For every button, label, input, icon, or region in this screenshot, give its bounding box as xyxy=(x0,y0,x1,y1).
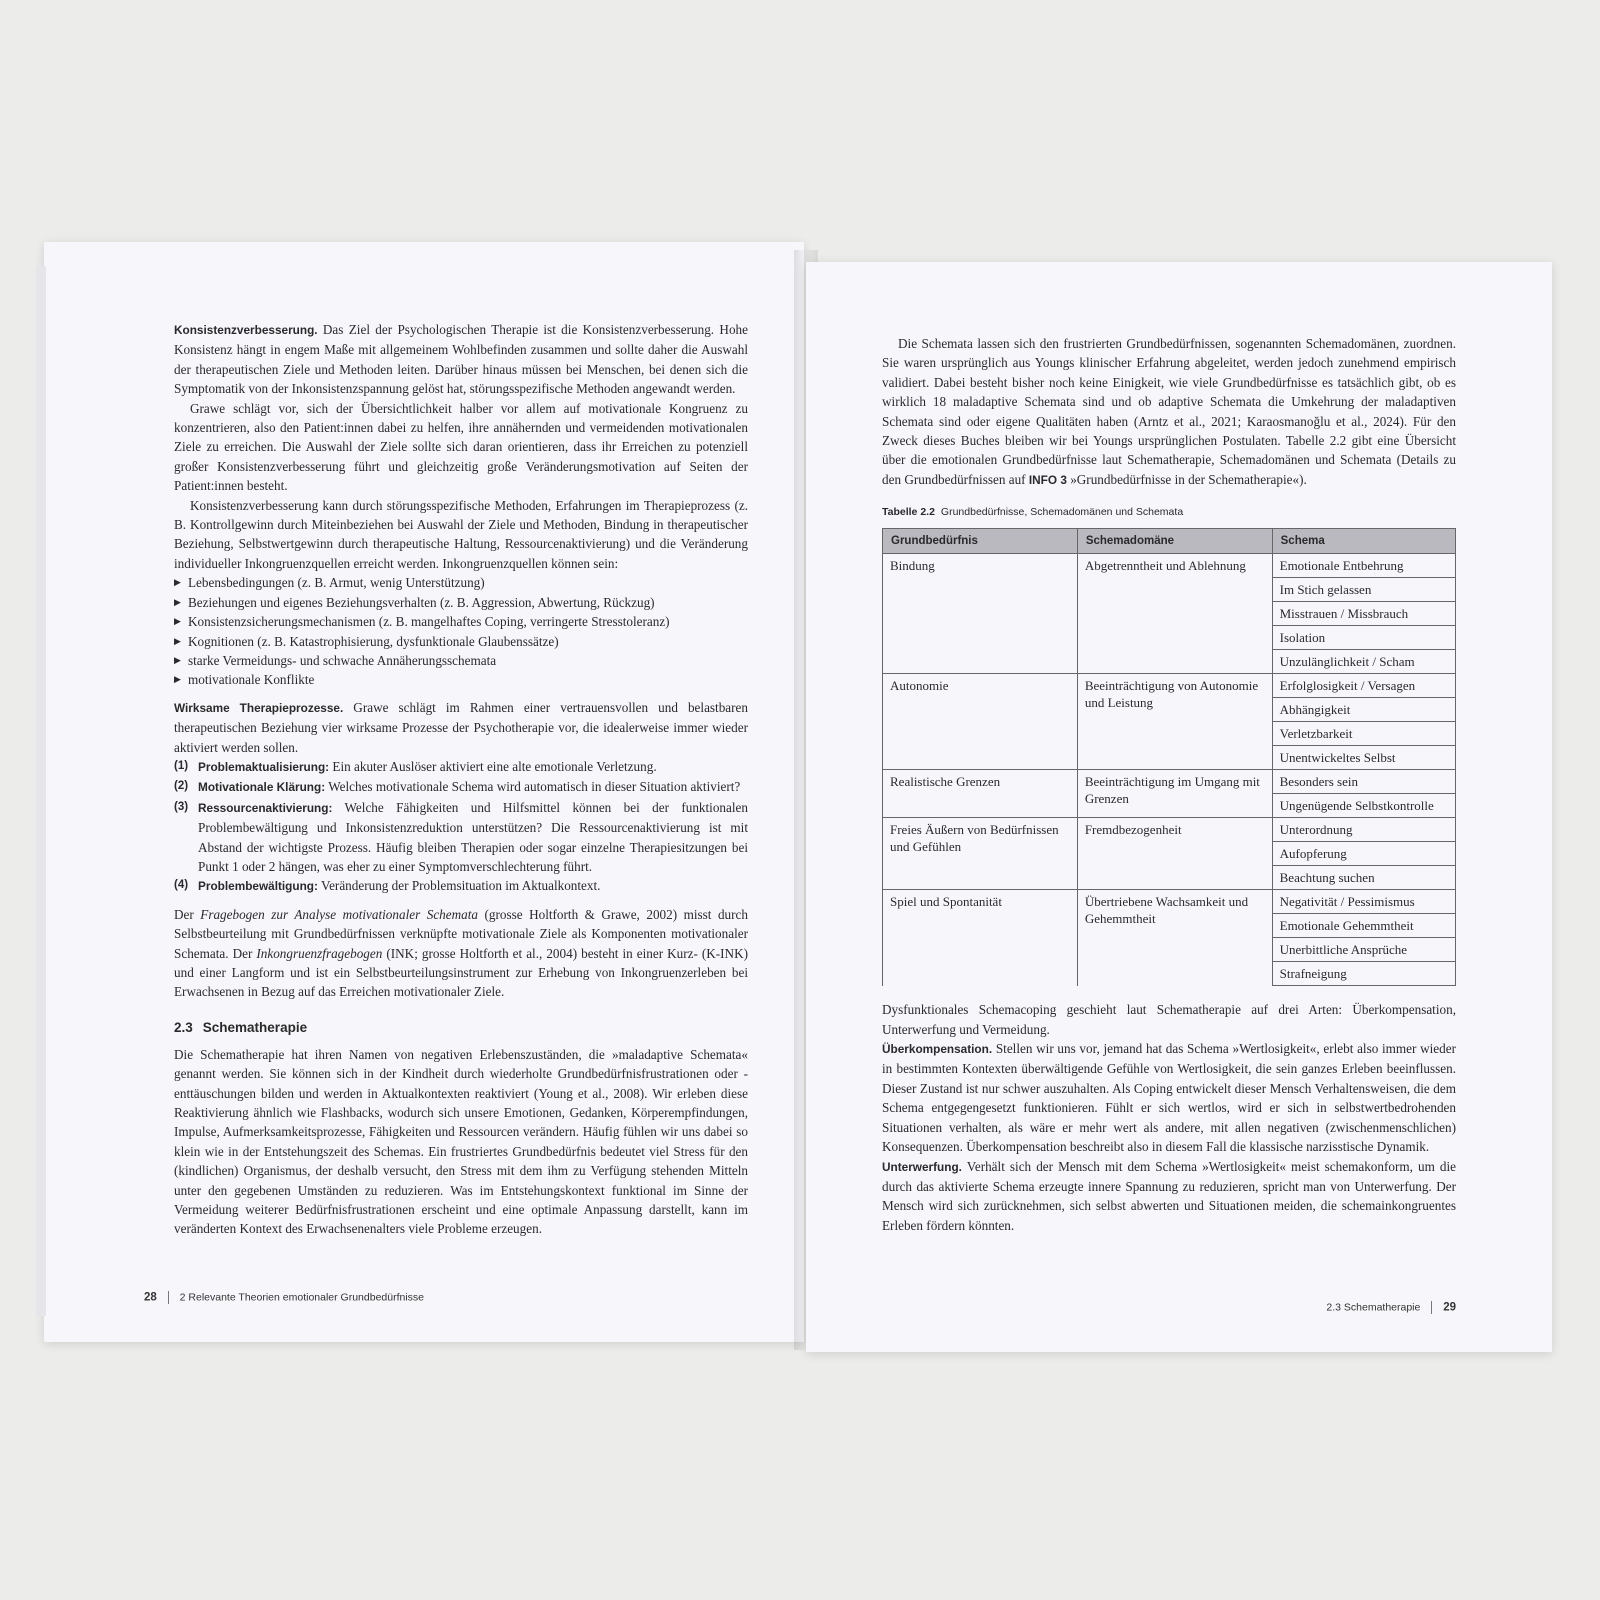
paragraph-unterwerfung: Unterwerfung. Verhält sich der Mensch mit dem Schema »Wertlosigkeit« meist schemakonform, um die durch das aktivierte Schema erzeugte innere Spannung zu reduzieren, spricht man von Unterwerfung. Der Mensch wird sich zurücknehmen, sich selbst abwerten und Situationen meiden, die schemainkongruentes Erleben fördern könnten. xyxy=(882,1158,1456,1233)
process-item: (2) Motivationale Klärung: Welches motivationale Schema wird automatisch in dieser Situation aktiviert? xyxy=(174,779,741,795)
schema-cell: Misstrauen / Missbrauch xyxy=(1272,602,1455,626)
list-item: ▶ Kognitionen (z. B. Katastrophisierung, dysfunktionale Glaubenssätze) xyxy=(174,632,748,651)
running-head: 2.3 Schematherapie xyxy=(1326,1301,1421,1314)
running-head: 2 Relevante Theorien emotionaler Grundbedürfnisse xyxy=(179,1291,425,1304)
process-item: (4) Problembewältigung: Veränderung der Problemsituation im Aktualkontext. xyxy=(174,878,601,894)
schema-cell: Aufopferung xyxy=(1272,842,1455,866)
run-in-heading: Überkompensation. xyxy=(882,1042,993,1057)
schema-cell: Besonders sein xyxy=(1272,770,1455,794)
list-item: ▶ starke Vermeidungs- und schwache Annäherungsschemata xyxy=(174,651,748,670)
list-item: ▶ Lebensbedingungen (z. B. Armut, wenig Unterstützung) xyxy=(174,573,748,592)
schema-cell: Verletzbarkeit xyxy=(1272,722,1455,746)
process-list xyxy=(174,757,748,897)
domain-cell: Übertriebene Wachsamkeit und Gehemmtheit xyxy=(1077,890,1272,986)
list-item: ▶ Konsistenzsicherungsmechanismen (z. B. mangelhaftes Coping, verringerte Stresstoleranz) xyxy=(174,612,748,631)
schema-cell: Strafneigung xyxy=(1272,962,1455,986)
table-row xyxy=(883,674,1456,698)
table-row xyxy=(883,554,1456,578)
paragraph-schematherapie: Die Schematherapie hat ihren Namen von negativen Erlebenszuständen, die »maladaptive Schemata« genannt werden. Sie können sich in der Kindheit durch wiederholte Grundbedürfnisfrustrationen oder -enttäuschungen bilden und werden in Aktualkontexten reaktiviert (Young et al., 2008). Wir erleben diese Reaktivierung ähnlich wie Flashbacks, wodurch sich unsere Emotionen, Gedanken, Körperempfindungen, Impulse, Aufmerksamkeitsprozesse, Fähigkeiten und Ressourcen verändern. Häufig fühlen wir uns dabei so klein wie in der Entstehungszeit des Schemas. Ein frustriertes Grundbedürfnis bedeutet viel Stress für den (kindlichen) Organismus, der deshalb versucht, den Stress mit dem ihm zu Verfügung stehenden Mitteln unter den gegebenen Umständen zu reduzieren. Was im Entstehungskontext funktional im Sinne der Vermeidung weiterer Bedürfnisfrustrationen erscheint und eine optimale Anpassung darstellt, kann im veränderten Kontext des Erwachsenenalters viele Probleme erzeugen. xyxy=(174,1046,748,1237)
left-page xyxy=(44,242,804,1342)
schema-cell: Abhängigkeit xyxy=(1272,698,1455,722)
column-header: Schema xyxy=(1272,529,1455,554)
schema-cell: Erfolglosigkeit / Versagen xyxy=(1272,674,1455,698)
paragraph-wirksame-prozesse: Wirksame Therapieprozesse. Grawe schlägt im Rahmen einer vertrauensvollen und belastbaren therapeutischen Beziehung vier wirksame Prozesse der Psychotherapie vor, die idealerweise immer wieder aktiviert werden sollen. xyxy=(174,699,748,755)
paragraph-schemacoping: Dysfunktionales Schemacoping geschieht laut Schematherapie auf drei Arten: Überkompensation, Unterwerfung und Vermeidung. xyxy=(882,1002,1456,1037)
schema-cell: Beachtung suchen xyxy=(1272,866,1455,890)
need-cell: Freies Äußern von Bedürfnissen und Gefühlen xyxy=(883,818,1078,890)
need-cell: Realistische Grenzen xyxy=(883,770,1078,818)
paragraph-konsistenzverbesserung: Konsistenzverbesserung. Das Ziel der Psychologischen Therapie ist die Konsistenzverbesserung. Hohe Konsistenz hängt in engem Maße mit allgemeinem Wohlbefinden zusammen und sollte daher die Auswahl der therapeutischen Ziele und Methoden leiten. Darüber hinaus müssen bei Menschen, bei denen sich die Symptomatik von der Inkonsistenzspannung gelöst hat, störungsspezifische Methoden angewandt werden. xyxy=(174,322,748,397)
page-footer-left xyxy=(144,1291,424,1304)
page-number: 28 xyxy=(144,1291,157,1304)
domain-cell: Fremdbezogenheit xyxy=(1077,818,1272,890)
need-cell: Autonomie xyxy=(883,674,1078,770)
info-reference: INFO 3 xyxy=(1028,472,1067,487)
inkongruenzquellen-list xyxy=(174,573,748,689)
paragraph-konsistenz-methoden: Konsistenzverbesserung kann durch störungsspezifische Methoden, Erfahrungen im Therapieprozess (z. B. Kontrollgewinn durch Miteinbeziehen bei Auswahl der Ziele und Methoden, Bindung in therapeutischer Beziehung, Selbstwertgewinn durch therapeutische Haltung, Ressourcenaktivierung) und die Veränderung individueller Inkongruenzquellen erreicht werden. Inkongruenzquellen können sein: xyxy=(174,497,748,571)
schema-cell: Isolation xyxy=(1272,626,1455,650)
schema-cell: Im Stich gelassen xyxy=(1272,578,1455,602)
run-in-heading: Unterwerfung. xyxy=(882,1159,962,1174)
right-page xyxy=(806,262,1552,1352)
need-cell: Bindung xyxy=(883,554,1078,674)
run-in-heading: Konsistenzverbesserung. xyxy=(174,323,318,337)
schema-cell: Negativität / Pessimismus xyxy=(1272,890,1455,914)
paragraph-schemata-zuordnung: Die Schemata lassen sich den frustrierten Grundbedürfnissen, sogenannten Schemadomänen, zuordnen. Sie waren ursprünglich aus Youngs klinischer Erfahrung abgeleitet, werden jedoch zunehmend empirisch validiert. Dabei besteht bisher noch keine Einigkeit, wie viele Grundbedürfnisse es tatsächlich gibt, ob es wirklich 18 maladaptive Schemata sind und ob adaptive Schemata die Umkehrung der maladaptiven Schemata sind oder eigene Qualitäten haben (Arntz et al., 2021; Karaosmanoğlu et al., 2024). Für den Zweck dieses Buches bleiben wir bei Youngs ursprünglichen Postulaten. Tabelle 2.2 gibt eine Übersicht über die emotionalen Grundbedürfnisse laut Schematherapie, Schemadomänen und Schemata (Details zu den Grundbedürfnissen auf INFO 3 »Grundbedürfnisse in der Schematherapie«). xyxy=(882,336,1456,487)
page-number: 29 xyxy=(1443,1301,1456,1314)
schema-cell: Ungenügende Selbstkontrolle xyxy=(1272,794,1455,818)
domain-cell: Beeinträchtigung von Autonomie und Leistung xyxy=(1077,674,1272,770)
paragraph-fragebogen: Der Fragebogen zur Analyse motivationaler Schemata (grosse Holtforth & Grawe, 2002) misst durch Selbstbeurteilung mit Grundbedürfnissen verknüpfte motivationale Ziele als Komponenten motivationaler Schemata. Der Inkongruenzfragebogen (INK; grosse Holtforth et al., 2004) besteht in einer Kurz- (K-INK) und einer Langform und ist ein Selbstbeurteilungsinstrument zur Erhebung von Inkongruenzerleben bei Erwachsenen in Bezug auf das Erreichen motivationaler Ziele. xyxy=(174,906,749,1000)
list-item: ▶ Beziehungen und eigenes Beziehungsverhalten (z. B. Aggression, Abwertung, Rückzug) xyxy=(174,593,748,612)
schema-cell: Unerbittliche Ansprüche xyxy=(1272,938,1455,962)
schema-cell: Unzulänglichkeit / Scham xyxy=(1272,650,1455,674)
need-cell: Spiel und Spontanität xyxy=(883,890,1078,986)
paragraph-ueberkompensation: Überkompensation. Stellen wir uns vor, jemand hat das Schema »Wertlosigkeit«, erlebt also immer wieder in bestimmten Kontexten überwältigende Gefühle von Wertlosigkeit, die sein ganzes Erleben beeinflussen. Dieser Zustand ist nur schwer auszuhalten. Als Coping entwickelt dieser Mensch Verhaltensweisen, die dem Schema entgegengesetzt funktionieren. Fühlt er sich wertlos, wird er sich in selbstwertbedrohenden Situationen verhalten, als wäre er mehr wert als andere, mit allen negativen (zwischenmenschlichen) Konsequenzen. Überkompensation beschreibt also in diesem Fall die klassische narzisstische Dynamik. xyxy=(882,1041,1457,1155)
schema-table xyxy=(882,528,1456,986)
section-heading: 2.3 Schematherapie xyxy=(174,1019,308,1035)
schema-cell: Unentwickeltes Selbst xyxy=(1272,746,1455,770)
table-row xyxy=(883,890,1456,914)
domain-cell: Beeinträchtigung im Umgang mit Grenzen xyxy=(1077,770,1272,818)
process-item: (3) Ressourcenaktivierung: Welche Fähigkeiten und Hilfsmittel können bei der funktionalen Problembewältigung und Inkonsistenzreduktion unterstützen? Die Ressourcenaktivierung ist mit Abstand der wichtigste Prozess. Häufig bleiben Therapien oder sogar einzelne Therapiesitzungen bei Punkt 1 oder 2 hängen, was eher zu einer Symptomverschlechterung führt. xyxy=(174,799,748,874)
table-row xyxy=(883,770,1456,794)
run-in-heading: Wirksame Therapieprozesse. xyxy=(174,700,344,715)
list-item: ▶ motivationale Konflikte xyxy=(174,670,748,689)
schema-cell: Emotionale Entbehrung xyxy=(1272,554,1455,578)
column-header: Schemadomäne xyxy=(1077,529,1272,554)
paragraph-grawe: Grawe schlägt vor, sich der Übersichtlichkeit halber vor allem auf motivationale Kongruenz zu konzentrieren, also den Patient:innen dabei zu helfen, ihre annähernden und vermeidenden motivationalen Ziele zu erreichen. Die Auswahl der Ziele sollte sich daran orientieren, dass ihr Erreichen zu potenziell großer Konsistenzverbesserung führt und gleichzeitig große Veränderungsmotivation auf Seiten der Patient:innen besteht. xyxy=(174,400,748,494)
table-caption: Tabelle 2.2 Grundbedürfnisse, Schemadomänen und Schemata xyxy=(882,506,1184,519)
page-footer-right xyxy=(1326,1301,1456,1314)
schema-cell: Emotionale Gehemmtheit xyxy=(1272,914,1455,938)
table-row xyxy=(883,818,1456,842)
schema-cell: Unterordnung xyxy=(1272,818,1455,842)
column-header: Grundbedürfnis xyxy=(883,529,1078,554)
domain-cell: Abgetrenntheit und Ablehnung xyxy=(1077,554,1272,674)
process-item: (1) Problemaktualisierung: Ein akuter Auslöser aktiviert eine alte emotionale Verletzung. xyxy=(174,758,657,774)
